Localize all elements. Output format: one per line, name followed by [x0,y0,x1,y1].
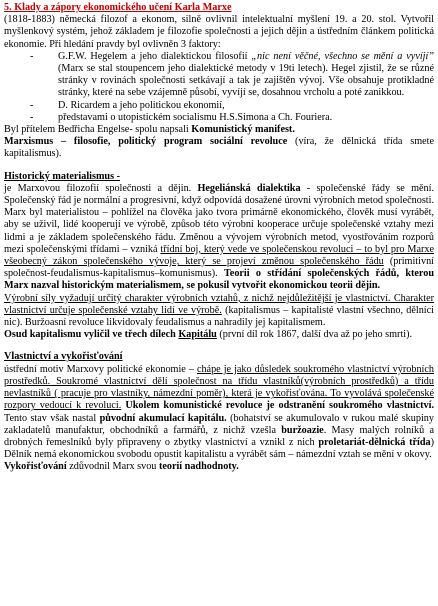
hm-term: Hegeliánská dialektika [197,182,301,194]
hm-bold-statement: Teorii o střídání společenských řádů, kterou Marx nazval historickým materialismem, se pokusil vytvořit ekonomickou teorii dějin. [4,268,434,292]
factors-list [4,51,434,124]
factor-text: představami o utopistickém socialismu H.S.Simona a Ch. Fouriera. [58,111,333,123]
own-bold: původní akumulací kapitálu. [99,412,227,424]
capital-title: Kapitálu [178,329,217,341]
intro-paragraph: (1818-1883) německá filozof a ekonom, silně ovlivnil intelektualní myšlení 19. a 20. stol. Vytvořil myšlenkový systém, jehož základem je filozofie společnosti a jejich dějin a ústředním článkem politická ekonomie. Při hledání pravdy byl ovlivněn 3 faktory: [4,14,434,50]
hm-text: (první díl rok 1867, další dva až po jeho smrti). [216,329,413,341]
own-bold: buržoazie [281,424,324,436]
factor-text: G.F.W. Hegelem a jeho dialektickou filosofií [58,50,252,62]
section-heading-ownership [4,351,434,363]
own-text: ) Dělník nemá ekonomickou svobodu opustit kapitalistu a vyrábět sám – námezdní vztah se mění v okovy. [4,436,434,461]
document-title [4,2,434,14]
own-bold: Vykořisťování [4,461,67,473]
friend-line [4,124,434,136]
own-text: (bohatství se akumulovalo v rukou malé skupiny zakladatelů manufaktur, obchodníků a farmářů, z nichž vzešla [4,412,434,436]
hm-bold-statement: Osud kapitalismu vyličil ve třech dílech [4,329,179,341]
hm-text: je Marxovou filozofií společnosti a dějin. [4,182,198,194]
own-text: ústřední motiv Marxovy politické ekonomie – [4,363,197,375]
hm-text: (primitivní společnost-feudalismus-kapitalismus–komunismus). [4,256,434,280]
dash-bullet: - [30,111,34,123]
manifest-title: Komunistický manifest. [191,124,295,136]
spacer [4,161,434,171]
own-text: zdůvodnil Marx svou [66,461,159,473]
factor-item [30,100,434,112]
heading-text: Vlastnictví a vykořisťování [4,351,123,363]
marxism-term: Marxismus – filosofie, politický program sociální revoluce [4,136,288,148]
friend-text: Byl přítelem Bedřicha Engelse- spolu napsali [4,124,192,136]
title-text: 5. Klady a zápory ekonomického učení Karla Marxe [4,2,232,13]
hm-text: (kapitalismus – kapitalisté vlastní všechno, dělníci nic). Buržoasní revoluce likvidovaly feudalismus a nahradily jej kapitalismem. [4,304,434,329]
section-heading-historical-materialism [4,171,434,183]
own-bold: Ukolem komunistické revoluce je odstranění soukromého vlastnictví. [121,400,434,412]
hm-underlined: Výrobní síly vyžadují určitý charakter výrobních vztahů, z nichž nejdůležitější je vlastnictví. Charakter vlastnictví určuje společenské vztahy lidí ve výrobě. [4,292,434,316]
own-underlined: chápe je jako důsledek soukromého vlastnictví výrobních prostředků. Soukromé vlastnictví dělí společnost na třídu vlastníků(výrobních prostředků) a třídu nevlastníků ( pracuje pro vlastníky, námezdní poměr), která je vykořisťována. To vyvolává společenské rozpory vedoucí k revoluci. [4,363,434,412]
heading-text: Historický materialismus - [4,170,121,182]
dash-bullet: - [30,99,34,111]
factor-text: D. Ricardem a jeho politickou ekonomií, [58,99,225,111]
own-text: . Masy malých rolníků a drobných řemeslníků byly připraveny o zbytky vlastnictví a vznikl z nich [4,424,434,448]
own-bold: teorií nadhodnoty. [158,461,239,473]
hm-paragraph-1 [4,183,434,293]
hm-underlined: třídní boj, který vede ve společenskou revoluci – to byl pro Marxe všeobecný zákon společenského vývoje, který se projeví změnou společenského řádu [4,243,434,268]
exploitation-line [4,461,434,473]
factor-text-cont: (Marx se stal stoupencem jeho dialektické metody v 19ti letech). Hegel zjistil, že se různé stránky v rovinách společnosti setkávají a tak je zajištěn vývoj. Vše obsahuje protikladné stránky, které na sebe vzájemně působí, vyvíjí se, dosahnou vrcholu a poté zanikkou. [58,63,434,99]
hm-paragraph-2 [4,293,434,330]
hm-paragraph-3 [4,329,434,341]
factor-quote: „nic není věčné, všechno se mění a vyvíjí” [251,50,434,62]
factor-item [30,51,434,100]
own-bold: proletariát-dělnická třída [318,436,431,448]
spacer [4,341,434,351]
factor-item [30,112,434,124]
own-text: Tento stav však nastal [4,412,100,424]
marxism-definition [4,136,434,160]
ownership-paragraph [4,364,434,462]
dash-bullet: - [30,50,34,62]
marxism-text: (víra, že dělnická třída smete kapitalismus). [4,136,434,160]
hm-text: - společenské řády se mění. Společenský řád je normální a progresivní, když odpovídá dosažené úrovni výrobních metod společnosti. Marx byl materialistou – pohlížel na člověka jako tvora primárně ekonomického, člověk musí vyrábět, aby se uživil, lidé kooperují ve výrobě, způsob této výrobní kooperace určuje společenské vztahy mezi lidmi a je základem společenského řádu. Změnou a vývojem výrobních metod, vyostřováním rozporů mezi společenskými třídami – vzniká [4,182,434,255]
